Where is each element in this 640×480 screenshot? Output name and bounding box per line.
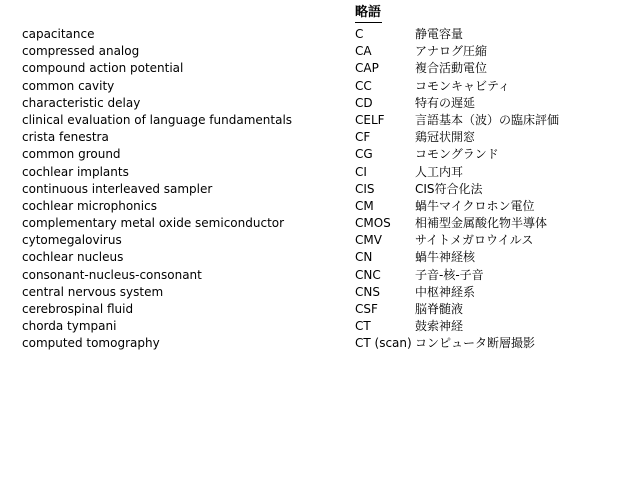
english-term: characteristic delay [22, 95, 141, 110]
abbreviation: CF [355, 130, 371, 145]
abbreviation: CI [355, 164, 367, 179]
abbreviation-row [0, 129, 640, 146]
abbreviation: CNS [355, 284, 380, 299]
abbreviation: CD [355, 95, 373, 110]
abbreviation-row [0, 215, 640, 232]
english-term: computed tomography [22, 336, 160, 351]
japanese-term: 蝸牛神経核 [415, 250, 476, 265]
japanese-term: コンピュータ断層撮影 [415, 336, 536, 351]
japanese-term: 蝸牛マイクロホン電位 [415, 198, 535, 213]
japanese-term: 脳脊髄液 [415, 302, 464, 316]
abbreviation: CT [355, 319, 371, 334]
english-term: cochlear microphonics [22, 198, 157, 213]
english-term: clinical evaluation of language fundamentals [22, 112, 293, 127]
english-term: common ground [22, 147, 121, 162]
abbreviation: CSF [355, 302, 378, 316]
english-term: complementary metal oxide semiconductor [22, 216, 285, 231]
abbreviation: CAP [355, 61, 379, 76]
japanese-term: 人工内耳 [415, 164, 464, 179]
abbreviation: CN [355, 250, 373, 265]
abbreviation-row [0, 232, 640, 249]
abbreviation-row [0, 60, 640, 77]
japanese-term: アナログ圧縮 [415, 44, 488, 59]
abbreviation-row [0, 284, 640, 301]
japanese-term: コモングランド [415, 147, 499, 162]
abbreviation: CMOS [355, 216, 391, 231]
abbreviation: CG [355, 147, 373, 162]
abbreviation-row [0, 335, 640, 352]
abbreviation-row [0, 43, 640, 60]
english-term: compound action potential [22, 61, 184, 76]
english-term: common cavity [22, 78, 115, 93]
english-term: cochlear nucleus [22, 250, 124, 265]
english-term: cerebrospinal fluid [22, 302, 134, 316]
abbreviations-heading: 略語 [355, 5, 382, 20]
english-term: cochlear implants [22, 164, 129, 179]
abbreviation: CA [355, 44, 372, 59]
english-term: consonant-nucleus-consonant [22, 267, 202, 282]
abbreviation-row [0, 146, 640, 163]
japanese-term: 鼓索神経 [415, 319, 464, 334]
japanese-term: CIS符合化法 [415, 181, 483, 196]
abbreviation: CT (scan) [355, 336, 412, 351]
japanese-term: コモンキャビティ [415, 78, 511, 93]
english-term: compressed analog [22, 44, 140, 59]
abbreviation-row [0, 301, 640, 318]
japanese-term: 中枢神経系 [415, 284, 476, 299]
abbreviation: CMV [355, 233, 382, 248]
abbreviation: CNC [355, 267, 381, 282]
english-term: capacitance [22, 27, 95, 41]
abbreviation-row [0, 181, 640, 198]
japanese-term: 複合活動電位 [415, 61, 488, 76]
abbreviation-list [0, 26, 640, 353]
abbreviation: C [355, 27, 364, 41]
heading-underline [355, 22, 382, 23]
abbreviation-row [0, 249, 640, 266]
abbreviation-row [0, 78, 640, 95]
abbreviation-row [0, 164, 640, 181]
english-term: continuous interleaved sampler [22, 181, 213, 196]
japanese-term: 静電容量 [415, 27, 464, 41]
abbreviation-row [0, 198, 640, 215]
abbreviation-row [0, 95, 640, 112]
english-term: cytomegalovirus [22, 233, 122, 248]
abbreviation: CC [355, 78, 372, 93]
abbreviation-row [0, 26, 640, 43]
abbreviation-row [0, 267, 640, 284]
japanese-term: 相補型金属酸化物半導体 [415, 216, 548, 231]
english-term: chorda tympani [22, 319, 117, 334]
abbreviation: CIS [355, 181, 375, 196]
abbreviation: CM [355, 198, 374, 213]
abbreviation-row [0, 112, 640, 129]
english-term: crista fenestra [22, 130, 109, 145]
japanese-term: 特有の遅延 [415, 95, 476, 110]
japanese-term: 子音-核-子音 [415, 267, 484, 282]
abbreviation: CELF [355, 112, 385, 127]
japanese-term: 鶏冠状開窓 [415, 130, 476, 145]
abbreviation-row [0, 318, 640, 335]
english-term: central nervous system [22, 284, 164, 299]
japanese-term: サイトメガロウイルス [415, 233, 534, 248]
japanese-term: 言語基本（波）の臨床評価 [415, 112, 560, 127]
